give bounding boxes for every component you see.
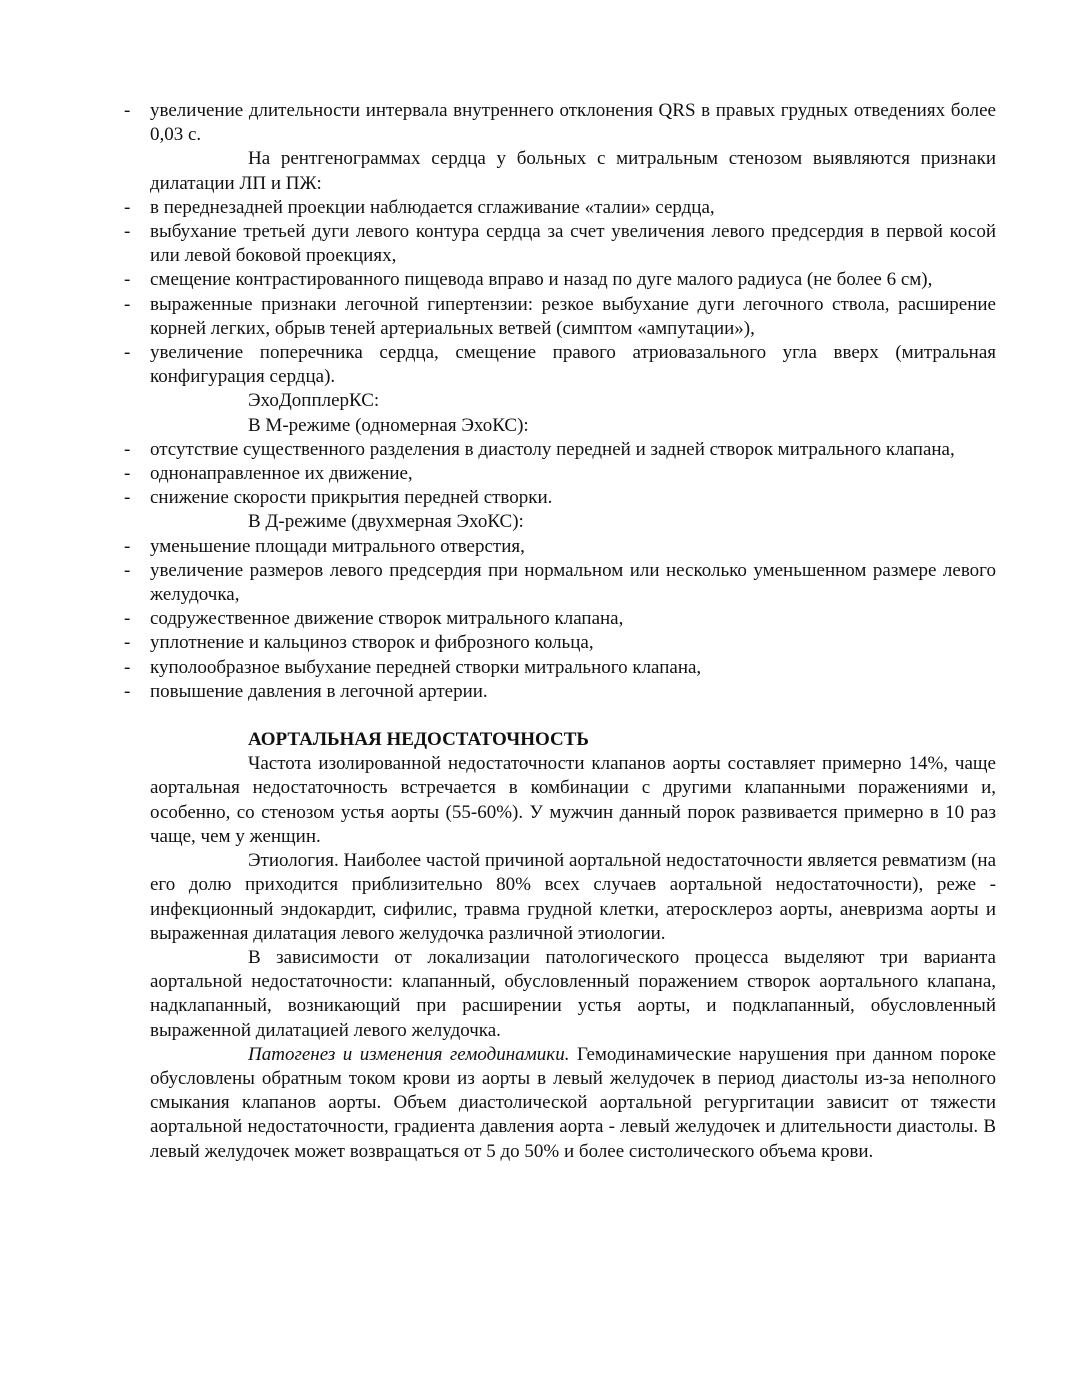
list-item — [124, 268, 996, 292]
paragraph: Этиология. Наиболее частой причиной аортальной недостаточности является ревматизм (на его долю приходится приблизительно 80% всех случаев аортальной недостаточности), реже - инфекционный эндокардит, сифилис, травма грудной клетки, атеросклероз аорты, аневризма аорты и выраженная дилатация левого желудочка различной этиологии. — [150, 850, 996, 944]
list-item-text: увеличение размеров левого предсердия при нормальном или несколько уменьшенном размере левого желудочка, — [150, 559, 996, 606]
list-item-text: повышение давления в легочной артерии. — [150, 680, 488, 702]
list-item-text: отсутствие существенного разделения в диастолу передней и задней створок митрального клапана, — [150, 438, 955, 460]
bullet-dash: - — [124, 608, 131, 630]
list-item-text: выбухание третьей дуги левого контура сердца за счет увеличения левого предсердия в первой косой или левой боковой проекциях, — [150, 221, 996, 267]
section-heading: АОРТАЛЬНАЯ НЕДОСТАТОЧНОСТЬ — [248, 729, 589, 751]
list-item — [124, 680, 996, 704]
list-item — [124, 293, 996, 341]
bullet-dash: - — [124, 221, 131, 243]
list-item-text: выраженные признаки легочной гипертензии: резкое выбухание дуги легочного ствола, расширение корней легких, обрыв теней артериальных ветвей (симптом «ампутации»), — [150, 293, 996, 339]
list-item-text: содружественное движение створок митрального клапана, — [150, 608, 624, 630]
bullet-dash: - — [124, 196, 131, 218]
list-item — [124, 462, 996, 486]
list-item — [124, 535, 996, 559]
paragraph-text: Гемодинамические нарушения при данном пороке обусловлены обратным током крови из аорты в левый желудочек в период диастолы из-за неполного смыкания клапанов аорты. Объем диастолической аортальной регургитации зависит от тяжести аортальной недостаточности, градиента давления аорта - левый желудочек и длительности диастолы. В левый желудочек может возвращаться от 5 до 50% и более систолического объема крови. — [150, 1043, 996, 1162]
paragraph: Частота изолированной недостаточности клапанов аорты составляет примерно 14%, чаще аортальная недостаточность встречается в комбинации с другими клапанными поражениями и, особенно, со стенозом устья аорты (55-60%). У мужчин данный порок развивается примерно в 10 раз чаще, чем у женщин. — [150, 753, 996, 847]
list-item-text: в переднезадней проекции наблюдается сглаживание «талии» сердца, — [150, 196, 715, 218]
list-item — [124, 656, 996, 680]
bullet-dash: - — [124, 632, 131, 654]
bullet-dash: - — [124, 656, 131, 678]
list-item-text: увеличение длительности интервала внутреннего отклонения QRS в правых грудных отведениях более 0,03 с. — [150, 100, 996, 146]
bullet-dash: - — [124, 559, 131, 581]
m-mode-title: В М-режиме (одномерная ЭхоКС): — [248, 414, 529, 436]
d-mode-title: В Д-режиме (двухмерная ЭхоКС): — [248, 511, 524, 533]
list-item-text: куполообразное выбухание передней створки митрального клапана, — [150, 656, 702, 678]
bullet-dash: - — [124, 487, 131, 509]
bullet-dash: - — [124, 535, 131, 557]
list-item-text: смещение контрастированного пищевода вправо и назад по дуге малого радиуса (не более 6 см), — [150, 269, 933, 291]
list-item — [124, 220, 996, 268]
italic-lead: Патогенез и изменения гемодинамики. — [248, 1043, 570, 1065]
paragraph: В зависимости от локализации патологического процесса выделяют три варианта аортальной недостаточности: клапанный, обусловленный поражением створок аортального клапана, надклапанный, возникающий при расширении устья аорты, и подклапанный, обусловленный выраженной дилатацией левого желудочка. — [150, 946, 996, 1041]
list-item-text: снижение скорости прикрытия передней створки. — [150, 487, 553, 509]
bullet-dash: - — [124, 680, 131, 702]
list-item-text: уменьшение площади митрального отверстия, — [150, 535, 525, 557]
list-item — [124, 99, 996, 147]
list-item — [124, 607, 996, 631]
list-item — [124, 196, 996, 220]
echo-title: ЭхоДопплерКС: — [248, 390, 380, 412]
xray-intro: На рентгенограммах сердца у больных с митральным стенозом выявляются признаки дилатации ЛП и ПЖ: — [150, 148, 996, 194]
list-item — [124, 438, 996, 462]
bullet-dash: - — [124, 342, 131, 364]
bullet-dash: - — [124, 463, 131, 485]
bullet-dash: - — [124, 293, 131, 315]
list-item-text: увеличение поперечника сердца, смещение правого атриовазального угла вверх (митральная конфигурация сердца). — [150, 342, 996, 388]
bullet-dash: - — [124, 269, 131, 291]
bullet-dash: - — [124, 100, 131, 121]
list-item — [124, 559, 996, 607]
spacer — [124, 704, 996, 728]
list-item — [124, 341, 996, 389]
list-item-text: уплотнение и кальциноз створок и фиброзного кольца, — [150, 632, 594, 654]
bullet-dash: - — [124, 438, 131, 460]
list-item — [124, 486, 996, 510]
list-item — [124, 631, 996, 655]
document-page — [124, 99, 996, 1164]
paragraph — [124, 1043, 996, 1164]
list-item-text: однонаправленное их движение, — [150, 463, 413, 485]
